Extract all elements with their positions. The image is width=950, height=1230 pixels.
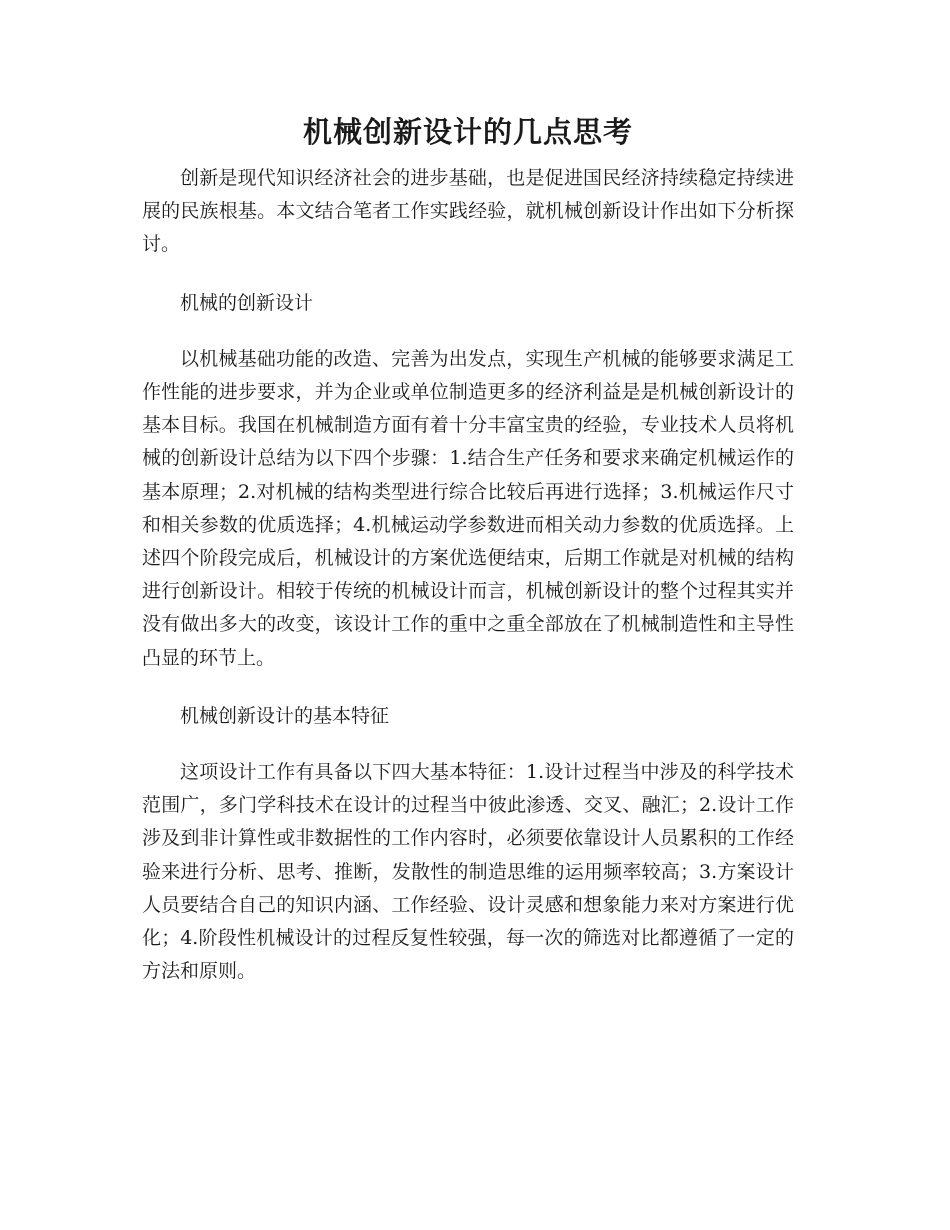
intro-paragraph: 创新是现代知识经济社会的进步基础，也是促进国民经济持续稳定持续进展的民族根基。本文结合笔者工作实践经验，就机械创新设计作出如下分析探讨。: [142, 167, 794, 256]
section-body-basic-features: 这项设计工作有具备以下四大基本特征：1.设计过程当中涉及的科学技术范围广，多门学科技术在设计的过程当中彼此渗透、交叉、融汇；2.设计工作涉及到非计算性或非数据性的工作内容时，必须要依靠设计人员累积的工作经验来进行分析、思考、推断，发散性的制造思维的运用频率较高；3.方案设计人员要结合自己的知识内涵、工作经验、设计灵感和想象能力来对方案进行优化；4.阶段性机械设计的过程反复性较强，每一次的筛选对比都遵循了一定的方法和原则。: [142, 761, 794, 983]
section-heading-basic-features: 机械创新设计的基本特征: [180, 704, 390, 727]
section-heading-innovation-design: 机械的创新设计: [180, 291, 314, 314]
document-page: [142, 110, 794, 988]
document-title: 机械创新设计的几点思考: [302, 115, 633, 149]
section-body-innovation-design: 以机械基础功能的改造、完善为出发点，实现生产机械的能够要求满足工作性能的进步要求，并为企业或单位制造更多的经济利益是是机械创新设计的基本目标。我国在机械制造方面有着十分丰富宝贵的经验，专业技术人员将机械的创新设计总结为以下四个步骤：1.结合生产任务和要求来确定机械运作的基本原理；2.对机械的结构类型进行综合比较后再进行选择；3.机械运作尺寸和相关参数的优质选择；4.机械运动学参数进而相关动力参数的优质选择。上述四个阶段完成后，机械设计的方案优选便结束，后期工作就是对机械的结构进行创新设计。相较于传统的机械设计而言，机械创新设计的整个过程其实并没有做出多大的改变，该设计工作的重中之重全部放在了机械制造性和主导性凸显的环节上。: [142, 347, 794, 669]
